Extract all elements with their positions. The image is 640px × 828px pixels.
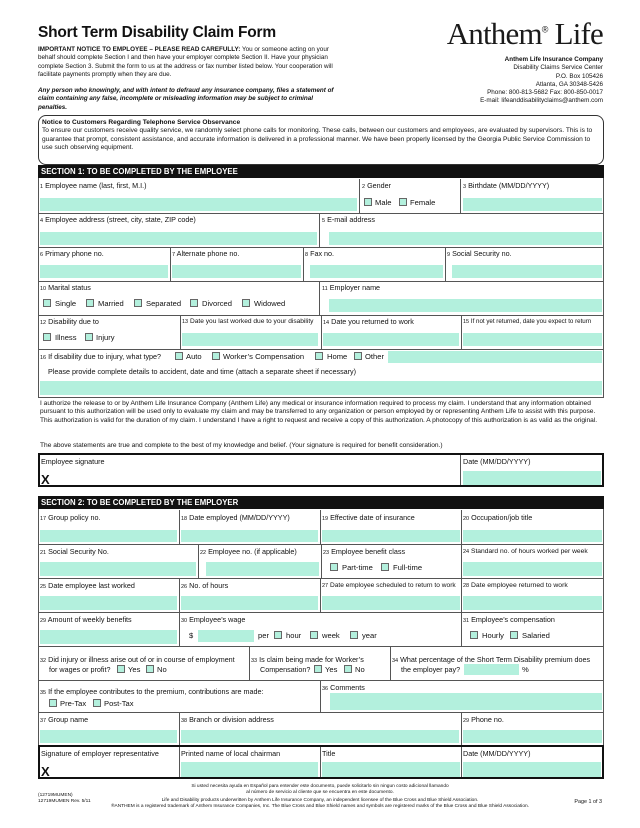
row-divider <box>38 646 604 647</box>
q32-yes-checkbox[interactable] <box>117 665 125 673</box>
field-19-label: 19 Effective date of insurance <box>322 513 415 522</box>
field-32-label: 32 Did injury or illness arise out of or in course of employment <box>40 655 235 664</box>
chairman-label: Printed name of local chairman <box>181 749 281 758</box>
marital-married-checkbox[interactable] <box>86 299 94 307</box>
weekly-benefits-input[interactable] <box>40 630 177 644</box>
field-18-label: 18 Date employed (MM/DD/YYYY) <box>181 513 290 522</box>
field-24-label: 24 Standard no. of hours worked per week <box>463 548 588 555</box>
phone-fax: Phone: 800-813-5682 Fax: 800-850-0017 <box>487 89 603 97</box>
field-25-label: 25 Date employee last worked <box>40 581 135 590</box>
percent-sign: % <box>522 665 529 674</box>
employee-address-input[interactable] <box>40 232 317 245</box>
disability-injury-checkbox[interactable] <box>85 333 93 341</box>
spanish-notice-line2: al número de servicio al cliente que se encuentra en este documento. <box>246 790 394 795</box>
divider <box>179 712 180 745</box>
divider <box>461 510 462 544</box>
legal-line2: ®ANTHEM is a registered trademark of Anthem Insurance Companies, Inc. The Blue Cross and Blue Shield names and symbols are registered marks of the Blue Cross and Blue Shield Association. <box>110 804 530 809</box>
divider <box>179 612 180 646</box>
divider <box>445 247 446 281</box>
gender-male-checkbox[interactable] <box>364 198 372 206</box>
field-34-label-2: the employer pay? <box>401 665 461 674</box>
class-fulltime-label: Full-time <box>393 563 423 572</box>
telephone-notice-box <box>38 115 604 165</box>
primary-phone-input[interactable] <box>40 265 168 278</box>
expected-return-input[interactable] <box>463 333 602 346</box>
row-divider <box>38 349 604 350</box>
divider <box>390 646 391 680</box>
field-17-label: 17 Group policy no. <box>40 513 101 522</box>
logo-life: Life <box>554 16 603 51</box>
spanish-notice-line1: Si usted necesita ayuda en Español para entender este documento, puede solicitarlo sin ningun costo adicional llamando <box>191 784 449 789</box>
wage-hour-checkbox[interactable] <box>274 631 282 639</box>
employee-name-input[interactable] <box>40 198 357 211</box>
field-7-label: 7 Alternate phone no. <box>172 249 240 258</box>
injury-auto-label: Auto <box>186 352 202 361</box>
title-input[interactable] <box>322 762 460 777</box>
injury-other-input[interactable] <box>388 351 602 363</box>
field-26-label: 26 No. of hours <box>181 581 229 590</box>
employee-signature-label: Employee signature <box>41 457 105 466</box>
date-returned-input[interactable] <box>323 333 459 346</box>
wage-hour-label: hour <box>286 631 302 640</box>
field-14-label: 14 Date you returned to work <box>323 317 414 326</box>
employee-notice <box>38 46 343 79</box>
row-divider <box>38 712 604 713</box>
telephone-notice-text: To ensure our customers receive quality service, we randomly select phone calls for monitoring. These calls, between our customers and employees, are evaluated by supervisors. This is to guarantee that prompt, consistent assistance, and accurate information is delivered in a professional manner. We have been properly licensed by the Georgia Public Service Commission to use such observing equipment. <box>42 127 593 152</box>
row-divider <box>38 213 604 214</box>
standard-hours-input[interactable] <box>463 562 602 576</box>
premium-percentage-input[interactable] <box>464 664 519 675</box>
injury-other-label: Other <box>365 352 384 361</box>
field-22-label: 22 Employee no. (if applicable) <box>200 547 297 556</box>
form-code-line1: (12719MUMEN) <box>38 793 73 798</box>
field-8-label: 8 Fax no. <box>305 249 335 258</box>
field-35-label: 35 If the employee contributes to the premium, contributions are made: <box>40 687 264 696</box>
field-37-label: 37 Group name <box>40 715 89 724</box>
wage-per-label: per <box>258 631 269 640</box>
employee-signature-input[interactable] <box>52 470 458 485</box>
page-number: Page 1 of 3 <box>574 799 602 805</box>
divider <box>460 455 461 485</box>
field-38-label: 38 Branch or division address <box>181 715 274 724</box>
field-29b-label: 29 Phone no. <box>463 715 504 724</box>
field-32-label-2: for wages or profit? <box>49 665 111 674</box>
birthdate-input[interactable] <box>463 198 602 211</box>
field-1-label: 1 Employee name (last, first, M.I.) <box>40 181 147 190</box>
divider <box>321 315 322 349</box>
fraud-warning: Any person who knowingly, and with intent to defraud any insurance company, files a statement of claim containing any false, incomplete or misleading information may be subject to criminal penalties. <box>38 87 334 111</box>
disability-injury-label: Injury <box>96 333 115 342</box>
divider <box>170 247 171 281</box>
contrib-pretax-checkbox[interactable] <box>49 699 57 707</box>
employer-phone-input[interactable] <box>463 730 602 743</box>
field-3-label: 3 Birthdate (MM/DD/YYYY) <box>463 181 550 190</box>
marital-separated-label: Separated <box>146 299 182 308</box>
service-center: Disability Claims Service Center <box>513 64 603 72</box>
field-2-label: 2 Gender <box>362 181 392 190</box>
disability-illness-label: Illness <box>55 333 77 342</box>
company-address <box>480 56 603 106</box>
section1-header: SECTION 1: TO BE COMPLETED BY THE EMPLOYEE <box>38 165 604 178</box>
class-fulltime-checkbox[interactable] <box>381 563 389 571</box>
field-36-label: 36 Comments <box>322 683 365 692</box>
field-23-label: 23 Employee benefit class <box>323 547 406 556</box>
wage-amount-input[interactable] <box>198 630 254 642</box>
divider <box>320 680 321 712</box>
divider <box>320 578 321 612</box>
form-code <box>38 793 91 805</box>
employee-signature-date-label: Date (MM/DD/YYYY) <box>463 457 531 466</box>
injury-other-checkbox[interactable] <box>354 352 362 360</box>
marital-single-label: Single <box>55 299 77 308</box>
gender-female-label: Female <box>410 198 436 207</box>
logo-registered-mark: ® <box>541 24 548 35</box>
divider <box>461 578 462 612</box>
field-13-label: 13 Date you last worked due to your disability <box>182 318 314 325</box>
chairman-input[interactable] <box>181 762 318 777</box>
employer-last-worked-input[interactable] <box>40 596 177 610</box>
marital-married-label: Married <box>98 299 124 308</box>
no-of-hours-input[interactable] <box>181 596 318 610</box>
disability-illness-checkbox[interactable] <box>43 333 51 341</box>
field-20-label: 20 Occupation/job title <box>463 513 533 522</box>
ssn-input[interactable] <box>452 265 602 278</box>
spanish-notice <box>140 784 500 796</box>
marital-separated-checkbox[interactable] <box>134 299 142 307</box>
divider <box>319 213 320 247</box>
section2-header: SECTION 2: TO BE COMPLETED BY THE EMPLOYER <box>38 496 604 509</box>
field-21-label: 21 Social Security No. <box>40 547 109 556</box>
field-16-label: 16 If disability due to injury, what type? <box>40 352 162 361</box>
anthem-life-logo <box>447 16 603 52</box>
row-divider <box>38 578 604 579</box>
class-parttime-checkbox[interactable] <box>330 563 338 571</box>
field-11-label: 11 Employer name <box>322 283 381 292</box>
table-border-right <box>603 178 604 398</box>
field-15-label: 15 If not yet returned, date you expect to return <box>463 318 592 325</box>
marital-widowed-label: Widowed <box>254 299 286 308</box>
divider <box>359 179 360 213</box>
field-33-label: 33 Is claim being made for Worker’s <box>251 655 364 664</box>
divider <box>461 544 462 578</box>
divider <box>461 747 462 777</box>
company-name: Anthem Life Insurance Company <box>504 56 603 63</box>
divider <box>179 747 180 777</box>
comp-salaried-checkbox[interactable] <box>510 631 518 639</box>
date-employed-input[interactable] <box>181 530 318 542</box>
contrib-pretax-label: Pre-Tax <box>60 699 87 708</box>
employer-signature-input[interactable] <box>52 762 177 777</box>
field-28-label: 28 Date employee returned to work <box>463 582 568 589</box>
employee-no-input[interactable] <box>206 562 319 576</box>
divider <box>303 247 304 281</box>
wage-dollar-sign: $ <box>189 631 194 640</box>
divider <box>180 315 181 349</box>
employer-signature-label: Signature of employer representative <box>41 749 159 758</box>
group-name-input[interactable] <box>40 730 177 743</box>
field-4-label: 4 Employee address (street, city, state, ZIP code) <box>40 215 196 224</box>
field-31-label: 31 Employee’s compensation <box>463 615 555 624</box>
email-input[interactable] <box>329 232 602 245</box>
branch-address-input[interactable] <box>181 730 459 743</box>
authorization-text: I authorize the release to or by Anthem Life Insurance Company (Anthem Life) any medical or insurance information required to process my claim. I understand that any information obtained pursuant to this authorization will be used only to evaluate my claim and may be transferred to any organization or person employed by or representing Anthem Life to assist with this purpose. This authorization is valid for the duration of my claim. I understand I have a right to request and receive a copy of this authorization. A photocopy of this authorization is as valid as the original. <box>40 400 598 424</box>
comments-input[interactable] <box>330 693 602 710</box>
comp-hourly-label: Hourly <box>482 631 504 640</box>
employer-name-input[interactable] <box>329 299 602 312</box>
divider <box>460 179 461 213</box>
table-border-left <box>38 178 39 398</box>
injury-home-label: Home <box>327 352 348 361</box>
group-policy-input[interactable] <box>40 530 177 542</box>
logo-anthem: Anthem <box>446 16 542 51</box>
field-30-label: 30 Employee’s wage <box>181 615 246 624</box>
wage-year-label: year <box>362 631 377 640</box>
employer-signature-date-label: Date (MM/DD/YYYY) <box>463 749 531 758</box>
q32-yes-label: Yes <box>128 665 141 674</box>
injury-details-label: Please provide complete details to accident, date and time (attach a separate sheet if necessary) <box>48 367 357 376</box>
divider <box>321 544 322 578</box>
field-12-label: 12 Disability due to <box>40 317 99 326</box>
marital-single-checkbox[interactable] <box>43 299 51 307</box>
effective-date-input[interactable] <box>322 530 460 542</box>
field-33-label-2: Compensation? <box>260 665 311 674</box>
email-address: E-mail: lifeanddisabilityclaims@anthem.com <box>480 97 603 105</box>
comp-hourly-checkbox[interactable] <box>470 631 478 639</box>
gender-female-checkbox[interactable] <box>399 198 407 206</box>
field-5-label: 5 E-mail address <box>322 215 375 224</box>
wage-week-checkbox[interactable] <box>310 631 318 639</box>
form-code-line2: 12719MUMEN Rev. 5/11 <box>38 799 91 804</box>
divider <box>320 510 321 544</box>
legal-notice <box>110 798 530 810</box>
divider <box>249 646 250 680</box>
wage-week-label: week <box>322 631 340 640</box>
employer-ssn-input[interactable] <box>40 562 196 576</box>
divider <box>461 612 462 646</box>
gender-male-label: Male <box>375 198 392 207</box>
q33-no-checkbox[interactable] <box>344 665 352 673</box>
city-state-zip: Atlanta, GA 30348-5426 <box>535 80 603 88</box>
injury-home-checkbox[interactable] <box>315 352 323 360</box>
title-label: Title <box>322 749 336 758</box>
signature-x-mark: X <box>41 472 50 487</box>
row-divider <box>38 397 604 398</box>
row-divider <box>38 281 604 282</box>
po-box: P.O. Box 105426 <box>555 72 603 80</box>
injury-wc-checkbox[interactable] <box>212 352 220 360</box>
field-34-label: 34 What percentage of the Short Term Disability premium does <box>392 655 591 664</box>
field-6-label: 6 Primary phone no. <box>40 249 104 258</box>
q33-no-label: No <box>355 665 365 674</box>
field-10-label: 10 Marital status <box>40 283 91 292</box>
alternate-phone-input[interactable] <box>172 265 301 278</box>
marital-divorced-checkbox[interactable] <box>190 299 198 307</box>
class-parttime-label: Part-time <box>342 563 373 572</box>
q33-yes-label: Yes <box>325 665 338 674</box>
marital-divorced-label: Divorced <box>202 299 232 308</box>
field-9-label: 9 Social Security no. <box>447 249 512 258</box>
injury-details-input[interactable] <box>40 381 602 395</box>
employer-signature-x-mark: X <box>41 764 50 779</box>
divider <box>461 712 462 745</box>
contrib-posttax-label: Post-Tax <box>104 699 134 708</box>
marital-widowed-checkbox[interactable] <box>242 299 250 307</box>
telephone-notice-heading: Notice to Customers Regarding Telephone Service Observance <box>42 119 241 126</box>
q32-no-checkbox[interactable] <box>146 665 154 673</box>
occupation-input[interactable] <box>463 530 602 542</box>
row-divider <box>38 612 604 613</box>
notice-heading: IMPORTANT NOTICE TO EMPLOYEE – PLEASE READ CAREFULLY: <box>38 46 241 53</box>
comp-salaried-label: Salaried <box>522 631 550 640</box>
q32-no-label: No <box>157 665 167 674</box>
wage-year-checkbox[interactable] <box>350 631 358 639</box>
legal-line1: Life and Disability products underwritten by Anthem Life Insurance Company, an independent licensee of the Blue Cross and Blue Shield Association. <box>161 798 479 803</box>
form-title: Short Term Disability Claim Form <box>38 24 276 41</box>
injury-wc-label: Worker’s Compensation <box>223 352 305 361</box>
divider <box>179 510 180 544</box>
contrib-posttax-checkbox[interactable] <box>93 699 101 707</box>
field-27-label: 27 Date employee scheduled to return to work <box>322 582 456 589</box>
date-last-worked-input[interactable] <box>182 333 318 346</box>
q33-yes-checkbox[interactable] <box>314 665 322 673</box>
row-divider <box>38 680 604 681</box>
notice-text: You or someone acting on your behalf should complete Section I and then have your employer complete Section II. Have your physician complete Section 3. Submit the form to us at the address or fax number listed below. Your cooperation will facilitate payments promptly when they are due. <box>38 46 333 78</box>
divider <box>320 747 321 777</box>
employee-returned-input[interactable] <box>463 596 602 610</box>
employer-signature-date-input[interactable] <box>463 762 601 777</box>
table-border-left <box>38 509 39 746</box>
row-divider <box>38 247 604 248</box>
fax-input[interactable] <box>310 265 443 278</box>
employee-signature-date-input[interactable] <box>463 471 601 485</box>
table-border-right <box>603 509 604 746</box>
divider <box>319 281 320 315</box>
injury-auto-checkbox[interactable] <box>175 352 183 360</box>
divider <box>198 544 199 578</box>
divider <box>461 315 462 349</box>
divider <box>179 578 180 612</box>
field-29-label: 29 Amount of weekly benefits <box>40 615 132 624</box>
statement-text: The above statements are true and complete to the best of my knowledge and belief. (Your signature is required for benefit consideration.) <box>40 442 443 449</box>
scheduled-return-input[interactable] <box>322 596 460 610</box>
